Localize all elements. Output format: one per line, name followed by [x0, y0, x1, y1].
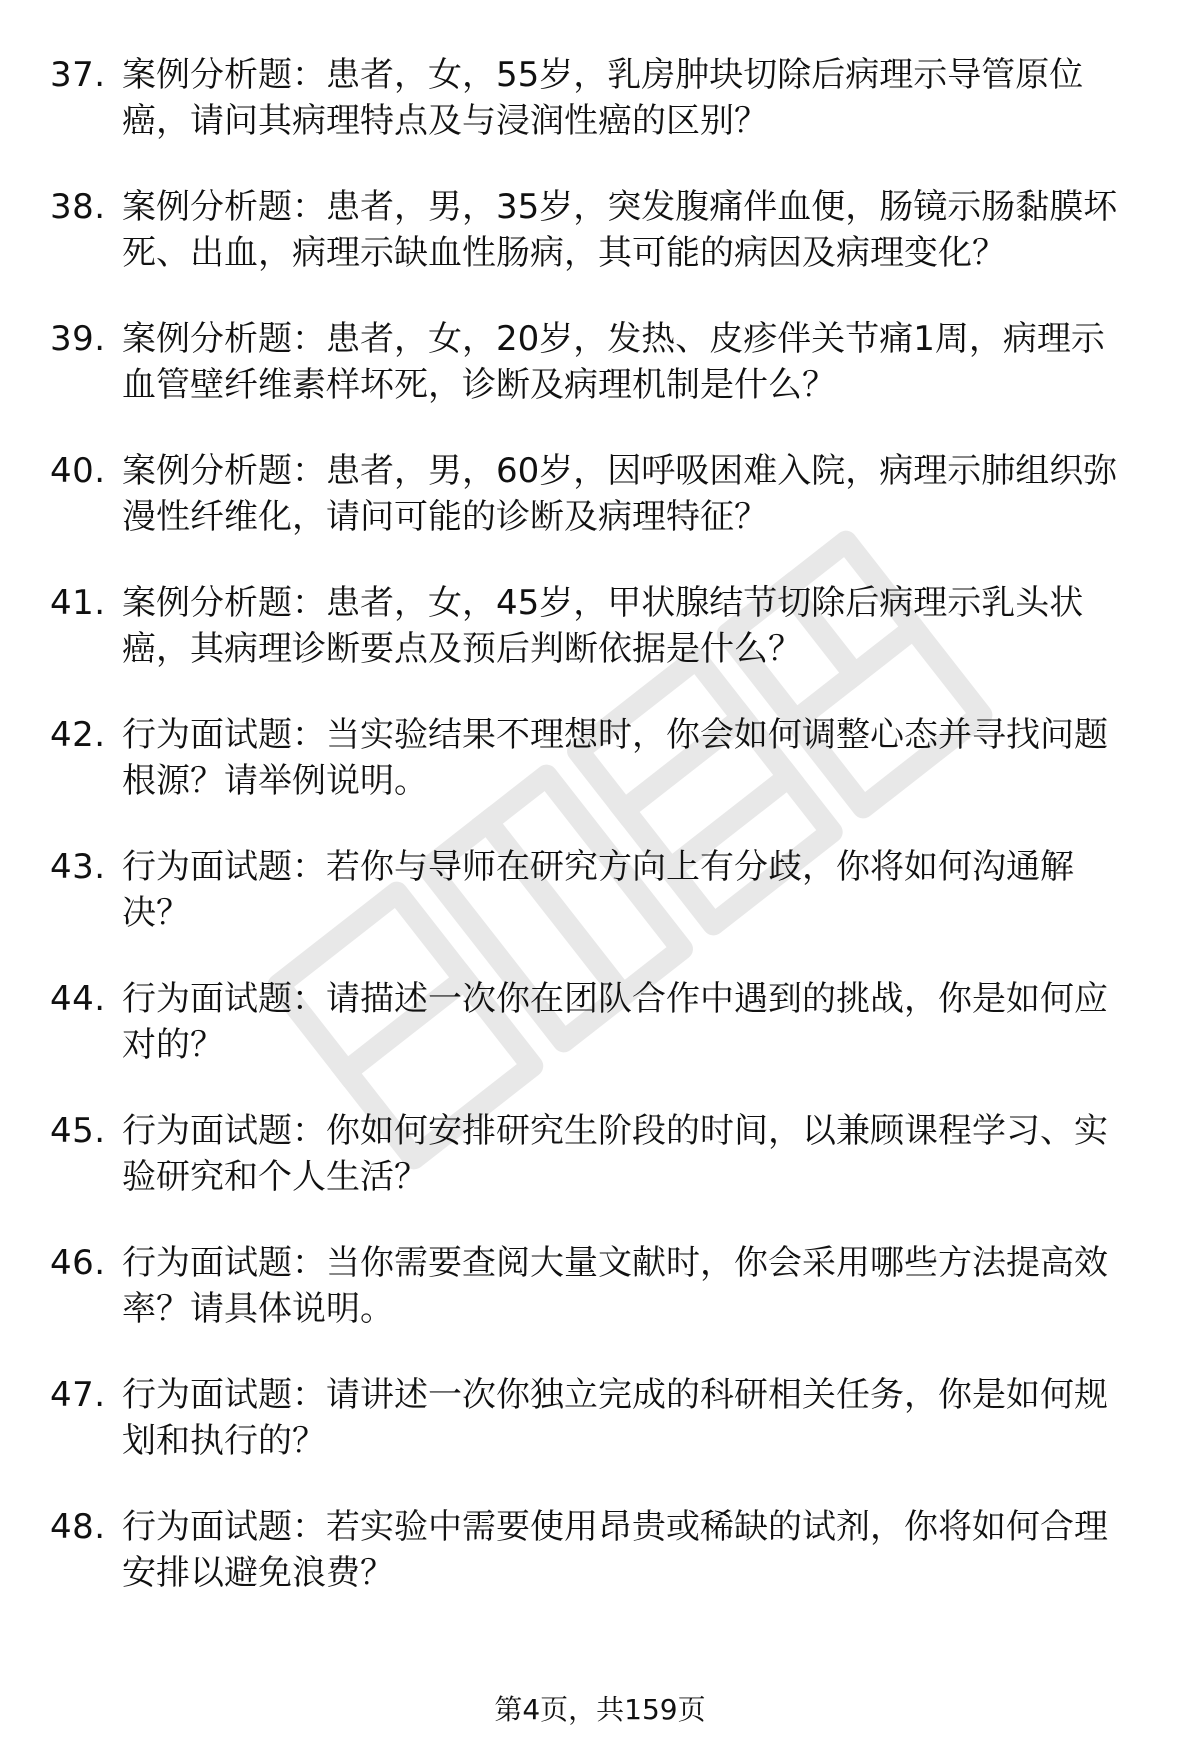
question-text: 案例分析题：患者，女，45岁，甲状腺结节切除后病理示乳头状癌，其病理诊断要点及预后判断依据是什么？ — [122, 583, 1084, 669]
page-footer: 第4页，共159页 — [494, 1693, 706, 1726]
question-number: 46. — [50, 1243, 106, 1283]
question-item — [50, 976, 1150, 1108]
question-item — [50, 184, 1150, 316]
question-text: 行为面试题：当你需要查阅大量文献时，你会采用哪些方法提高效率？请具体说明。 — [122, 1243, 1108, 1329]
question-item — [50, 844, 1150, 976]
question-number: 43. — [50, 847, 106, 887]
question-number: 39. — [50, 319, 106, 359]
question-number: 38. — [50, 187, 106, 227]
question-text: 行为面试题：请描述一次你在团队合作中遇到的挑战，你是如何应对的？ — [122, 979, 1108, 1065]
question-item — [50, 316, 1150, 448]
question-number: 48. — [50, 1507, 106, 1547]
question-text: 行为面试题：若你与导师在研究方向上有分歧，你将如何沟通解决？ — [122, 847, 1074, 933]
question-number: 40. — [50, 451, 106, 491]
question-number: 45. — [50, 1111, 106, 1151]
question-item — [50, 1108, 1150, 1240]
question-list — [50, 52, 1150, 1636]
question-number: 42. — [50, 715, 106, 755]
question-item — [50, 1372, 1150, 1504]
question-text: 案例分析题：患者，男，35岁，突发腹痛伴血便，肠镜示肠黏膜坏死、出血，病理示缺血性肠病，其可能的病因及病理变化？ — [122, 187, 1118, 273]
question-item — [50, 1504, 1150, 1636]
question-item — [50, 448, 1150, 580]
question-number: 41. — [50, 583, 106, 623]
question-text: 行为面试题：请讲述一次你独立完成的科研相关任务，你是如何规划和执行的？ — [122, 1375, 1108, 1461]
question-item — [50, 1240, 1150, 1372]
question-item — [50, 580, 1150, 712]
question-text: 案例分析题：患者，女，55岁，乳房肿块切除后病理示导管原位癌，请问其病理特点及与浸润性癌的区别？ — [122, 55, 1084, 141]
question-text: 案例分析题：患者，男，60岁，因呼吸困难入院，病理示肺组织弥漫性纤维化，请问可能的诊断及病理特征？ — [122, 451, 1118, 537]
question-number: 37. — [50, 55, 106, 95]
question-text: 行为面试题：当实验结果不理想时，你会如何调整心态并寻找问题根源？请举例说明。 — [122, 715, 1108, 801]
question-number: 44. — [50, 979, 106, 1019]
question-text: 案例分析题：患者，女，20岁，发热、皮疹伴关节痛1周，病理示血管壁纤维素样坏死，诊断及病理机制是什么？ — [122, 319, 1105, 405]
question-text: 行为面试题：若实验中需要使用昂贵或稀缺的试剂，你将如何合理安排以避免浪费？ — [122, 1507, 1108, 1593]
question-number: 47. — [50, 1375, 106, 1415]
question-text: 行为面试题：你如何安排研究生阶段的时间，以兼顾课程学习、实验研究和个人生活？ — [122, 1111, 1108, 1197]
question-item — [50, 52, 1150, 184]
question-item — [50, 712, 1150, 844]
